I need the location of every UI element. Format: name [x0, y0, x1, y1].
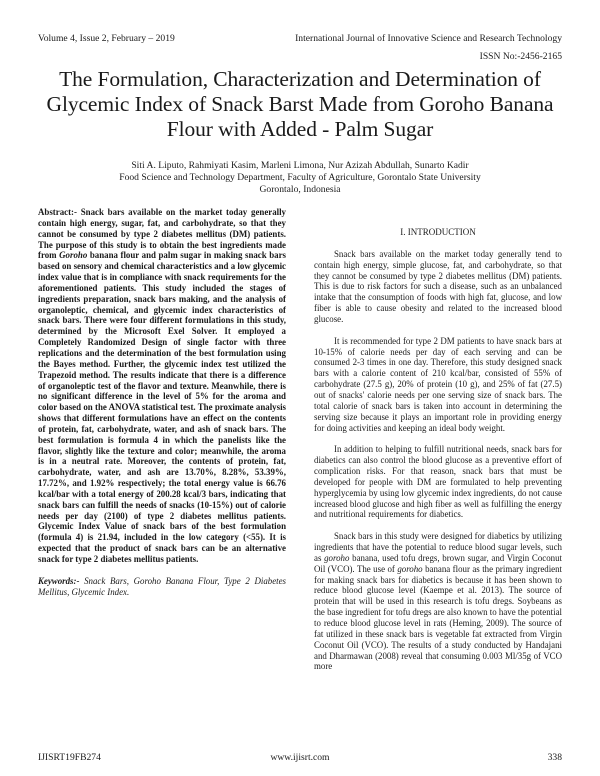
- intro-p4-goroho-1: goroho: [324, 552, 350, 563]
- keywords-label: Keywords:-: [38, 575, 80, 586]
- intro-paragraph-1: Snack bars available on the market today generally tend to contain high energy, simple glucose, fat, and carbohydrate, so that they cannot be consumed by type 2 diabetes mellitus (DM) patients. This is due to risk factors for such a disease, such as an unbalanced intake that the consumption of foods with high fat, glucose, and low fiber is able to cause obesity and related to the increased blood glucose.: [314, 248, 562, 324]
- intro-p4-part-b: banana, used tofu dregs, brown sugar, and Virgin Coconut Oil (VCO). The use of: [314, 552, 563, 574]
- abstract-text-2: banana flour and palm sugar in making snack bars based on sensory and chemical characteristics and a low glycemic index value that is in compliance with snack requirements for the aforementioned patients. This study included the stages of ingredients preparation, snack bars making, and the analysis of organoleptic, chemical, and glycemic index characteristics of snack bars. There were four different formulations in this study, determined by the Microsoft Exel Solver. It employed a Completely Randomized Design of single factor with three replications and the determination of the best formulation using the Bayes method. Further, the glycemic index test utilized the Trapezoid method. The results indicate that there is a difference of organoleptic test of the flavor and texture. Meanwhile, there is no significant difference in the level of 5% for the aroma and color based on the ANOVA statistical test. The proximate analysis shows that different formulations have an effect on the contents of protein, fat, carbohydrate, water, and ash of snack bars. The best formulation is formula 4 in which the panelists like the flavor, slightly like the texture and color; meanwhile, the aroma is in a neutral rate. Moreover, the contents of protein, fat, carbohydrate, water, and ash are 13.70%, 8.28%, 53.39%, 17.72%, and 1.92% respectively; the total energy value is 66.76 kcal/bar with a total energy of 200.28 kcal/3 bars, indicating that snack bars can fulfill the needs of snacks (10-15%) out of calorie needs per day (2100) of type 2 diabetes mellitus patients. Glycemic Index Value of snack bars of the best formulation (formula 4) is 21.94, included in the low category (<55). It is expected that the product of snack bars can be an alternative snack for type 2 diabetes mellitus patients.: [38, 250, 287, 564]
- paper-title: The Formulation, Characterization and Determination of Glycemic Index of Snack Barst Made from Goroho Banana Flour with Added - Palm Sugar: [46, 67, 554, 141]
- section-heading-introduction: I. INTRODUCTION: [400, 227, 476, 237]
- keywords: [38, 576, 286, 598]
- abstract-label: Abstract:-: [38, 207, 77, 217]
- volume-info: Volume 4, Issue 2, February – 2019: [38, 33, 175, 44]
- intro-paragraph-2: It is recommended for type 2 DM patients to have snack bars at 10-15% of calorie needs per day of each serving and can be consumed 2-3 times in one day. Therefore, this study designed snack bars with a calorie content of 210 kcal/bar, consisted of 55% of carbohydrate (27.5 g), 20% of protein (10 g), and 25% of fat (27.5) out of snacks' calorie needs per one serving size of snack bars. The total calorie of snack bars is taken into account in determining the serving size because it plays an important role in providing energy for doing activities and keeping an ideal body weight.: [314, 335, 562, 433]
- intro-p4-part-c: banana flour as the primary ingredient for making snack bars for diabetics is because it has been shown to reduce blood glucose level (Kaempe et al. 2013). The source of protein that will be used in this research is tofu dregs. Soybeans as the base ingredient for tofu dregs are also known to have the potential to reduce blood glucose level in rats (Heming, 2009). The source of fat utilized in these snack bars is vegetable fat extracted from Virgin Coconut Oil (VCO). The results of a study conducted by Handajani and Dharmawan (2008) reveal that consuming 0.003 Ml/35g of VCO more: [314, 563, 563, 672]
- author-location: Gorontalo, Indonesia: [259, 184, 341, 195]
- author-affiliation: Food Science and Technology Department, Faculty of Agriculture, Gorontalo State University: [119, 172, 481, 183]
- journal-name: International Journal of Innovative Science and Research Technology: [295, 33, 562, 44]
- abstract-column: [38, 207, 286, 598]
- abstract-text-1: Snack bars available on the market today generally contain high energy, sugar, fat, and carbohydrate, so that they cannot be consumed by type 2 diabetes mellitus (DM) patients. The purpose of this study is to obtain the best ingredients made from: [38, 207, 286, 261]
- page-number: 338: [547, 752, 562, 763]
- intro-paragraph-3: In addition to helping to fulfill nutritional needs, snack bars for diabetics can also control the blood glucose as a preventive effort of complication risks. For that reason, snack bars that must be developed for people with DM are formulated to help preventing hyperglycemia by using low glycemic index ingredients, do not cause increased blood glucose and high fiber as well as fulfilling the energy and nutritional requirements for diabetics.: [314, 444, 562, 520]
- author-names: Siti A. Liputo, Rahmiyati Kasim, Marleni Limona, Nur Azizah Abdullah, Sunarto Kadir: [131, 160, 469, 171]
- intro-p4-part-a: Snack bars in this study were designed for diabetics by utilizing ingredients that have the potential to reduce blood sugar levels, such as: [314, 531, 562, 563]
- keywords-text: Snack Bars, Goroho Banana Flour, Type 2 Diabetes Mellitus, Glycemic Index.: [38, 575, 286, 597]
- intro-paragraph-4: [314, 531, 562, 672]
- paper-id: IJISRT19FB274: [38, 752, 101, 763]
- journal-url[interactable]: www.ijisrt.com: [270, 752, 330, 763]
- intro-p4-goroho-2: goroho: [397, 563, 423, 574]
- abstract-goroho: Goroho: [59, 250, 88, 261]
- author-block: [38, 160, 562, 196]
- introduction-column: [314, 207, 562, 672]
- issn: ISSN No:-2456-2165: [479, 51, 562, 62]
- abstract: [38, 207, 286, 565]
